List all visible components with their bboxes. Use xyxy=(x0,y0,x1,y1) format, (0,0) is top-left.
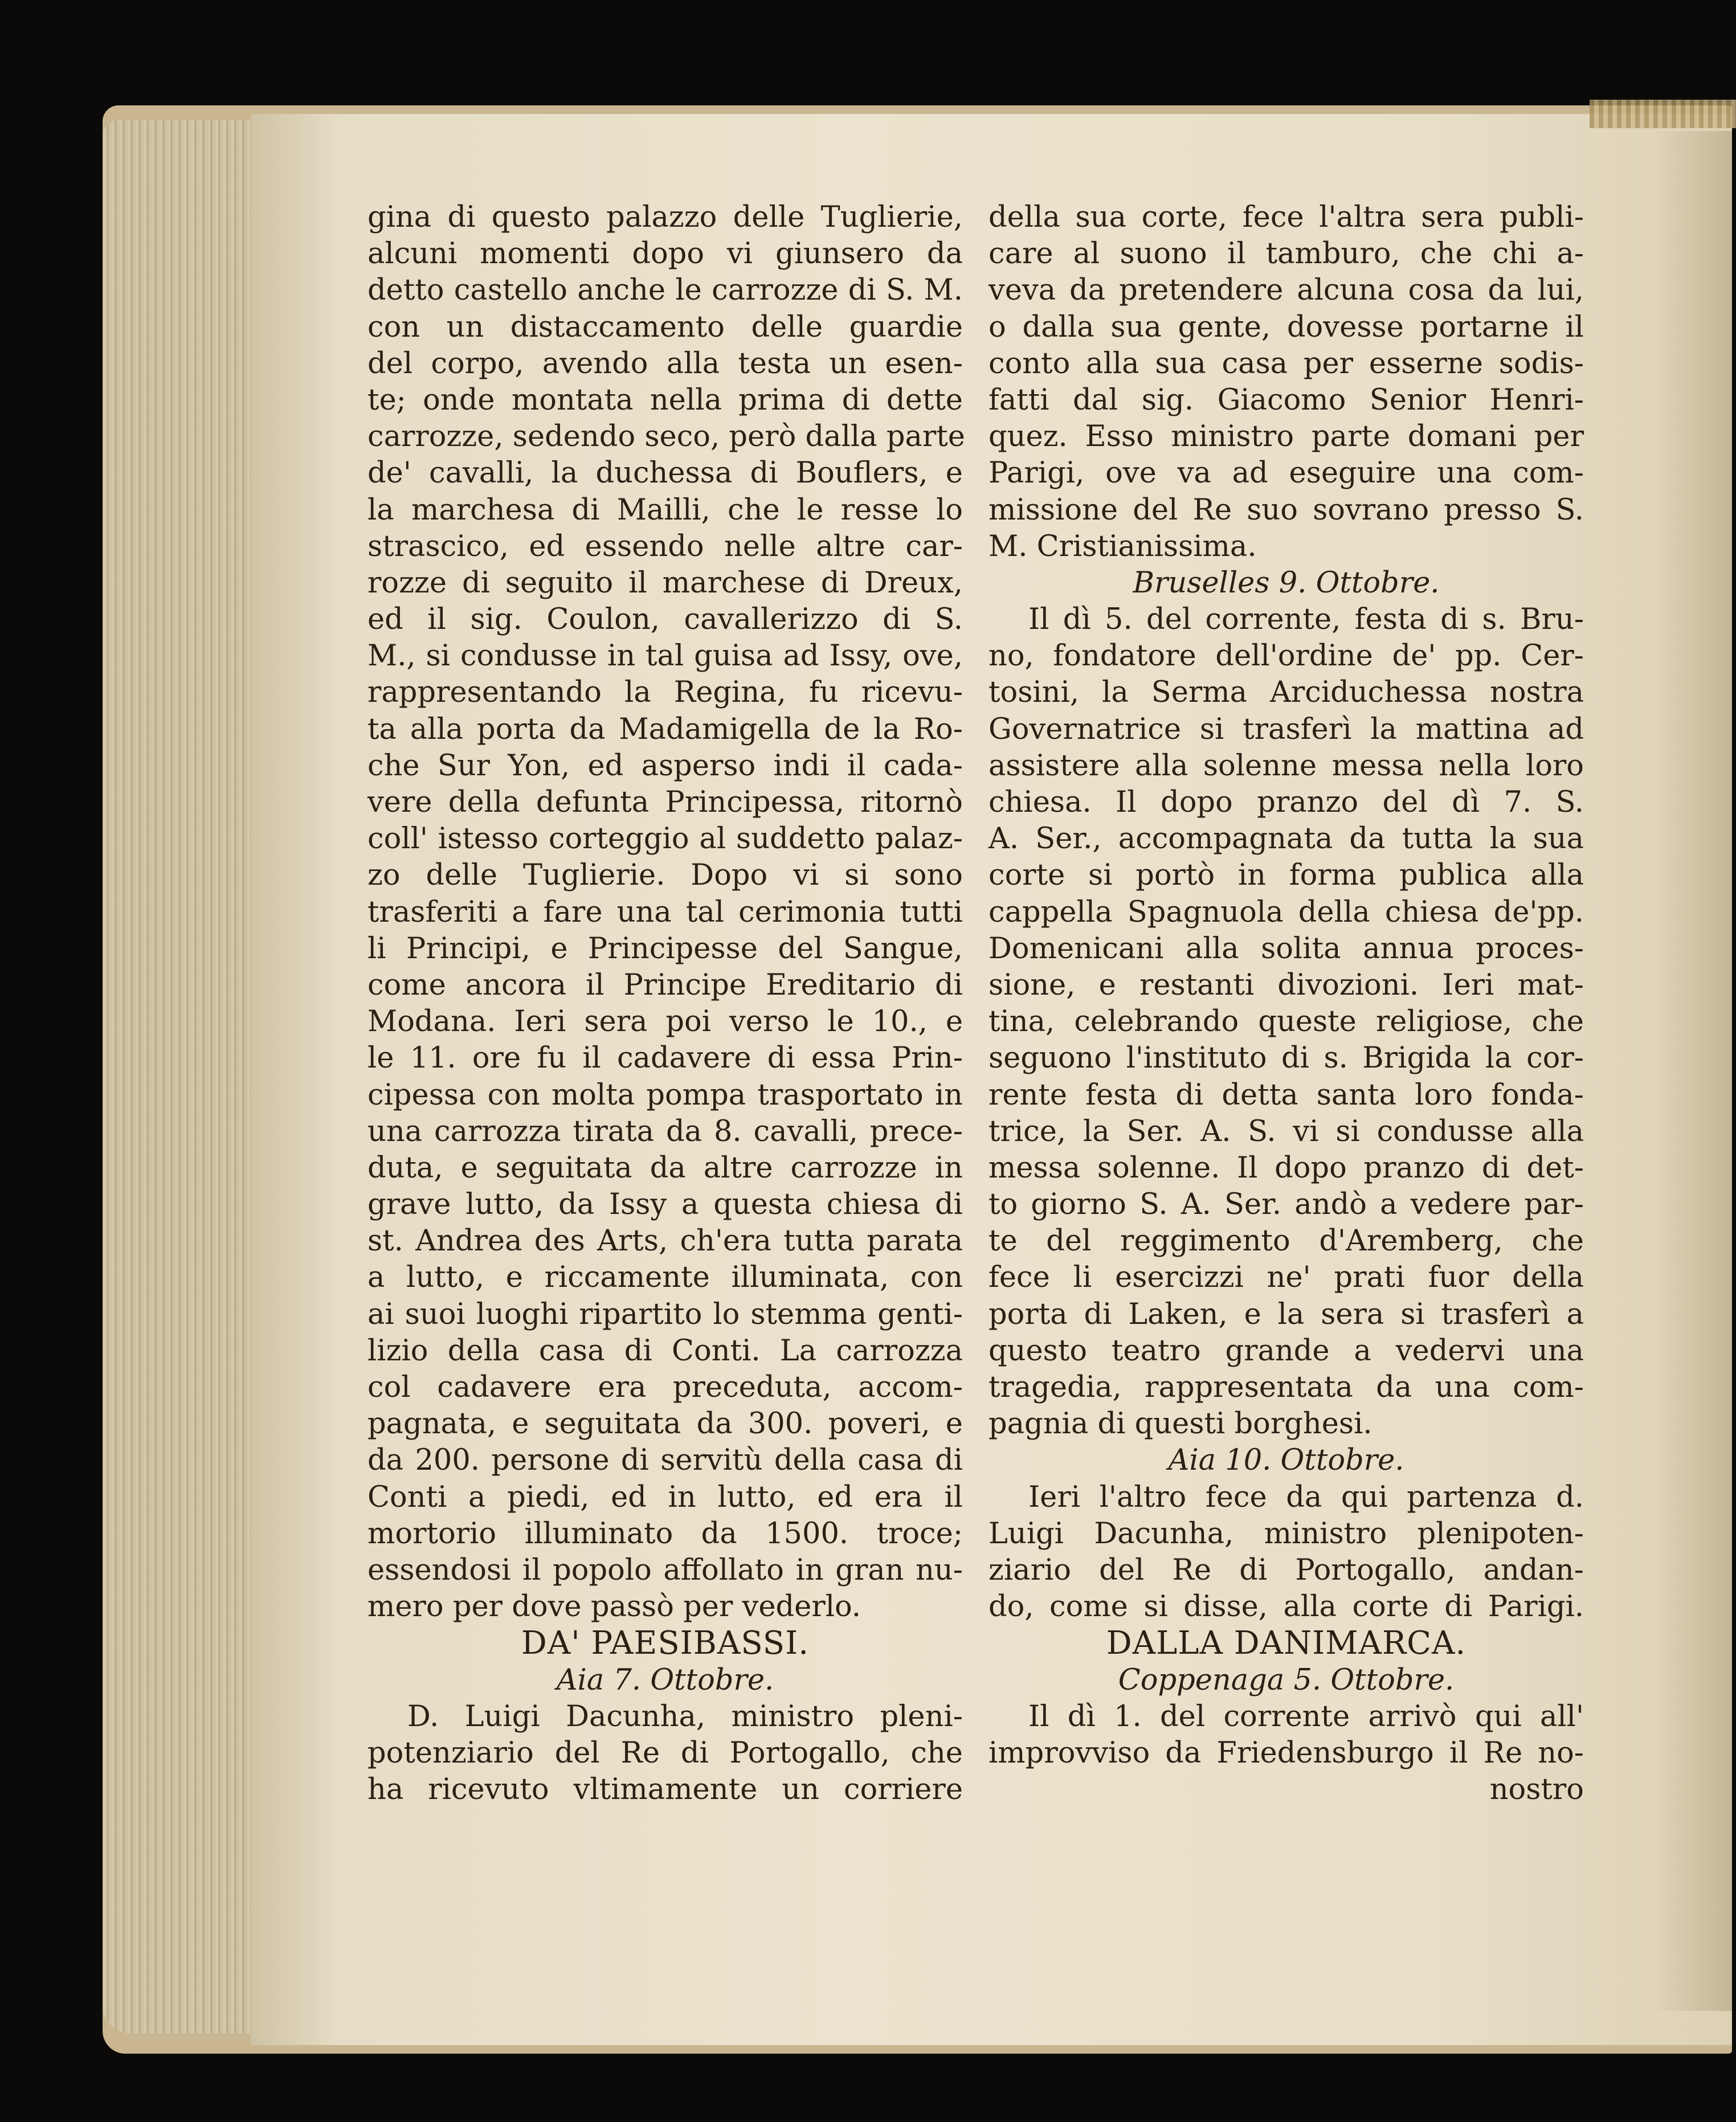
text-line: quez. Esso ministro parte domani per xyxy=(989,420,1584,454)
dateline: Aia 7. Ottobre. xyxy=(556,1663,774,1697)
text-line: gina di questo palazzo delle Tuglierie, xyxy=(367,201,963,234)
text-line: M., si condusse in tal guisa ad Issy, ove, xyxy=(367,639,963,673)
text-line: detto castello anche le carrozze di S. M. xyxy=(367,273,963,308)
text-line: zo delle Tuglierie. Dopo vi si sono xyxy=(367,858,963,893)
text-line: rozze di seguito il marchese di Dreux, xyxy=(367,566,963,600)
text-line: pagnata, e seguitata da 300. poveri, e xyxy=(367,1407,963,1441)
text-line: Ieri l'altro fece da qui partenza d. xyxy=(1028,1480,1584,1514)
text-line: mero per dove passò per vederlo. xyxy=(367,1590,861,1624)
right-column xyxy=(989,199,1584,1808)
section-heading: DA' PAESIBASSI. xyxy=(521,1625,810,1662)
text-line: del corpo, avendo alla testa un esen- xyxy=(367,346,963,381)
text-line: lizio della casa di Conti. La carrozza xyxy=(367,1334,963,1368)
text-line: chiesa. Il dopo pranzo del dì 7. S. xyxy=(989,786,1584,819)
text-line: D. Luigi Dacunha, ministro pleni- xyxy=(407,1699,963,1733)
page-gutter-shadow xyxy=(1652,131,1732,2011)
text-line: potenziario del Re di Portogallo, che xyxy=(367,1736,963,1770)
text-line: trice, la Ser. A. S. vi si condusse alla xyxy=(989,1114,1584,1148)
text-line: la marchesa di Mailli, che le resse lo xyxy=(367,493,963,527)
text-line: che Sur Yon, ed asperso indi il cada- xyxy=(367,749,963,783)
text-line: trasferiti a fare una tal cerimonia tutti xyxy=(367,895,963,929)
text-line: ed il sig. Coulon, cavallerizzo di S. xyxy=(367,603,963,637)
text-line: questo teatro grande a vedervi una xyxy=(989,1334,1584,1368)
text-line: mortorio illuminato da 1500. troce; xyxy=(367,1516,963,1551)
text-line: Luigi Dacunha, ministro plenipoten- xyxy=(989,1516,1584,1551)
text-line: Domenicani alla solita annua proces- xyxy=(989,931,1584,966)
text-line: le 11. ore fu il cadavere di essa Prin- xyxy=(367,1041,963,1076)
dateline: Coppenaga 5. Ottobre. xyxy=(1118,1663,1455,1697)
text-line: Parigi, ove va ad eseguire una com- xyxy=(989,456,1584,490)
text-line: M. Cristianissima. xyxy=(989,529,1257,563)
dateline: Aia 10. Ottobre. xyxy=(1168,1444,1404,1478)
text-line: o dalla sua gente, dovesse portarne il xyxy=(989,310,1584,344)
text-line: strascico, ed essendo nelle altre car- xyxy=(367,529,963,563)
text-line: a lutto, e riccamente illuminata, con xyxy=(367,1261,963,1295)
text-line: pagnia di questi borghesi. xyxy=(989,1407,1373,1441)
text-line: li Principi, e Principesse del Sangue, xyxy=(367,931,963,966)
binding-thread xyxy=(1590,100,1736,128)
text-line: tosini, la Serma Arciduchessa nostra xyxy=(989,676,1584,710)
text-line: fatti dal sig. Giacomo Senior Henri- xyxy=(989,383,1584,417)
text-line: to giorno S. A. Ser. andò a vedere par- xyxy=(989,1188,1584,1222)
text-line: fece li esercizzi ne' prati fuor della xyxy=(989,1261,1584,1295)
text-line: essendosi il popolo affollato in gran nu- xyxy=(367,1553,963,1587)
text-line: cipessa con molta pompa trasportato in xyxy=(367,1078,963,1112)
text-line: de' cavalli, la duchessa di Bouflers, e xyxy=(367,456,963,490)
text-line: improvviso da Friedensburgo il Re no- xyxy=(989,1736,1584,1770)
text-line: Conti a piedi, ed in lutto, ed era il xyxy=(367,1480,963,1514)
text-line: no, fondatore dell'ordine de' pp. Cer- xyxy=(989,639,1584,673)
text-line: te del reggimento d'Aremberg, che xyxy=(989,1224,1584,1258)
text-line: una carrozza tirata da 8. cavalli, prece- xyxy=(367,1114,963,1148)
text-line: cappella Spagnuola della chiesa de'pp. xyxy=(989,895,1584,929)
text-line: con un distaccamento delle guardie xyxy=(367,310,963,344)
text-line: conto alla sua casa per esserne sodis- xyxy=(989,346,1584,381)
text-line: te; onde montata nella prima di dette xyxy=(367,383,963,417)
text-line: veva da pretendere alcuna cosa da lui, xyxy=(989,273,1584,308)
text-line: rappresentando la Regina, fu ricevu- xyxy=(367,676,963,710)
text-line: alcuni momenti dopo vi giunsero da xyxy=(367,237,963,271)
text-line: ha ricevuto vltimamente un corriere xyxy=(367,1773,963,1807)
left-column xyxy=(367,199,963,1808)
text-line: duta, e seguitata da altre carrozze in xyxy=(367,1151,963,1185)
text-line: Il dì 1. del corrente arrivò qui all' xyxy=(1028,1699,1584,1733)
text-line: ta alla porta da Madamigella de la Ro- xyxy=(367,712,963,746)
catchword: nostro xyxy=(1489,1773,1584,1807)
text-line: vere della defunta Principessa, ritornò xyxy=(367,786,963,819)
text-line: ziario del Re di Portogallo, andan- xyxy=(989,1553,1584,1587)
text-line: coll' istesso corteggio al suddetto palaz- xyxy=(367,822,963,856)
text-line: do, come si disse, alla corte di Parigi. xyxy=(989,1590,1584,1624)
text-line: A. Ser., accompagnata da tutta la sua xyxy=(989,822,1584,856)
text-line: da 200. persone di servitù della casa di xyxy=(367,1444,963,1478)
text-line: della sua corte, fece l'altra sera publi- xyxy=(989,201,1584,234)
text-line: tragedia, rappresentata da una com- xyxy=(989,1371,1584,1404)
text-line: ai suoi luoghi ripartito lo stemma genti- xyxy=(367,1297,963,1331)
text-line: grave lutto, da Issy a questa chiesa di xyxy=(367,1188,963,1222)
text-line: corte si portò in forma publica alla xyxy=(989,858,1584,893)
text-line: Governatrice si trasferì la mattina ad xyxy=(989,712,1584,746)
text-line: carrozze, sedendo seco, però dalla parte xyxy=(367,420,965,454)
text-line: rente festa di detta santa loro fonda- xyxy=(989,1078,1584,1112)
text-line: tina, celebrando queste religiose, che xyxy=(989,1005,1584,1039)
section-heading: DALLA DANIMARCA. xyxy=(1106,1625,1467,1662)
text-line: seguono l'instituto di s. Brigida la cor- xyxy=(989,1041,1584,1076)
text-line: messa solenne. Il dopo pranzo di det- xyxy=(989,1151,1584,1185)
text-line: col cadavere era preceduta, accom- xyxy=(367,1371,963,1404)
text-line: sione, e restanti divozioni. Ieri mat- xyxy=(989,968,1584,1002)
text-line: assistere alla solenne messa nella loro xyxy=(989,749,1584,783)
text-line: Il dì 5. del corrente, festa di s. Bru- xyxy=(1028,603,1584,637)
text-line: st. Andrea des Arts, ch'era tutta parata xyxy=(367,1224,963,1258)
text-line: come ancora il Principe Ereditario di xyxy=(367,968,963,1002)
dateline: Bruselles 9. Ottobre. xyxy=(1133,566,1440,600)
text-line: Modana. Ieri sera poi verso le 10., e xyxy=(367,1005,963,1039)
text-line: missione del Re suo sovrano presso S. xyxy=(989,493,1584,527)
text-line: care al suono il tamburo, che chi a- xyxy=(989,237,1584,271)
text-line: porta di Laken, e la sera si trasferì a xyxy=(989,1297,1584,1331)
